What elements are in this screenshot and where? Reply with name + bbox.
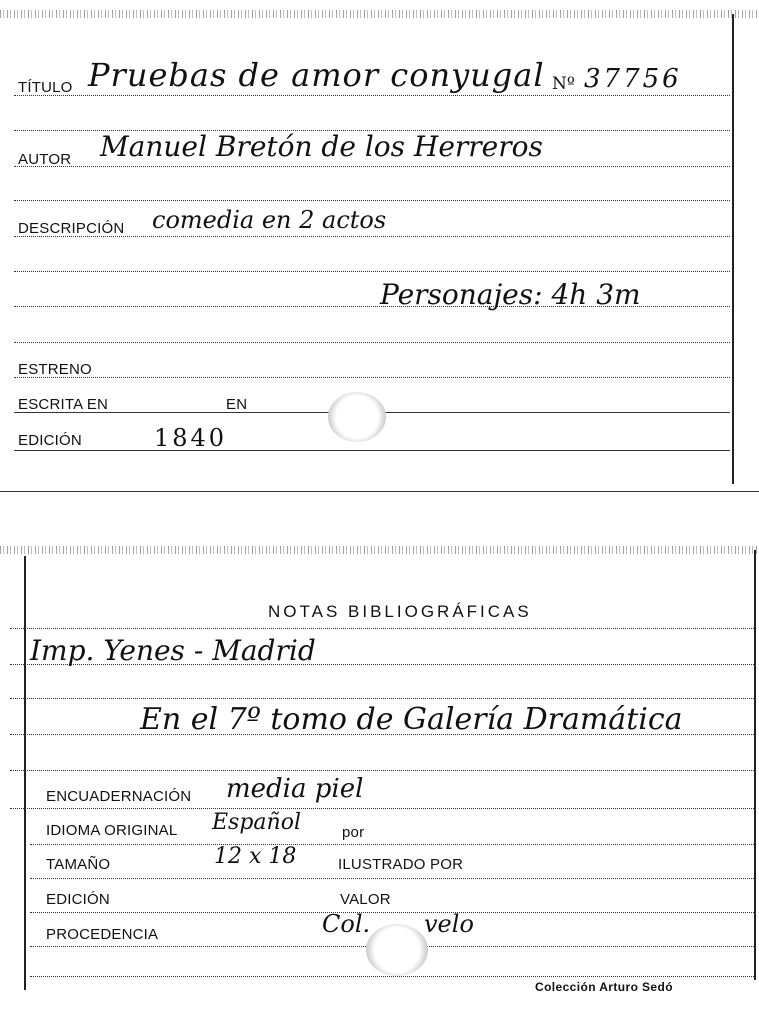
rule-line [10,628,754,629]
autor-label: AUTOR [18,151,72,168]
catalog-card-back [0,540,759,994]
edicion-label: EDICIÓN [46,891,110,908]
card-left-border [24,556,26,990]
procedencia-value-b: velo [424,910,474,938]
en-label: EN [226,396,248,413]
encuadernacion-label: ENCUADERNACIÓN [46,788,192,805]
rule-line [14,377,730,378]
ilustrado-label: ILUSTRADO POR [338,856,464,873]
idioma-value: Español [212,810,301,835]
idioma-label: IDIOMA ORIGINAL [46,822,178,839]
catalog-card-front [0,0,759,492]
autor-value: Manuel Bretón de los Herreros [100,130,543,163]
card-right-border [754,550,756,980]
rule-line [14,450,730,451]
edicion-value: 1840 [154,424,228,452]
rule-line [30,912,754,913]
rule-line [14,342,730,343]
rule-line [14,166,730,167]
card-top-edge [0,546,759,554]
rule-line [14,271,730,272]
rule-line [10,770,754,771]
card-right-border [732,14,734,484]
procedencia-label: PROCEDENCIA [46,926,159,943]
estreno-label: ESTRENO [18,361,92,378]
descripcion-value: comedia en 2 actos [152,206,387,234]
rule-line [14,95,730,96]
notas-line-2: En el 7º tomo de Galería Dramática [140,702,683,737]
notas-line-1: Imp. Yenes - Madrid [30,634,316,667]
numero-value: 37756 [584,64,682,94]
notas-heading: NOTAS BIBLIOGRÁFICAS [268,602,532,621]
numero-label: Nº [552,74,575,94]
card-bottom-border [0,491,759,492]
collection-stamp: Colección Arturo Sedó [535,980,673,994]
escrita-en-label: ESCRITA EN [18,396,109,413]
tamano-label: TAMAÑO [46,856,111,873]
encuadernacion-value: media piel [226,774,364,804]
descripcion-label: DESCRIPCIÓN [18,220,125,237]
titulo-label: TÍTULO [18,79,73,96]
titulo-value: Pruebas de amor conyugal [88,56,545,94]
rule-line [14,200,730,201]
erased-mark [366,924,428,976]
personajes-value: Personajes: 4h 3m [380,278,641,311]
procedencia-value-a: Col. [322,910,371,938]
rule-line [10,808,754,809]
rule-line [30,976,754,977]
rule-line [30,844,754,845]
card-top-edge [0,10,759,18]
rule-line [30,878,754,879]
rule-line [10,698,754,699]
erased-mark [328,392,386,442]
tamano-value: 12 x 18 [214,844,297,869]
por-label: por [342,824,365,841]
valor-label: VALOR [340,891,391,908]
edicion-label: EDICIÓN [18,432,82,449]
